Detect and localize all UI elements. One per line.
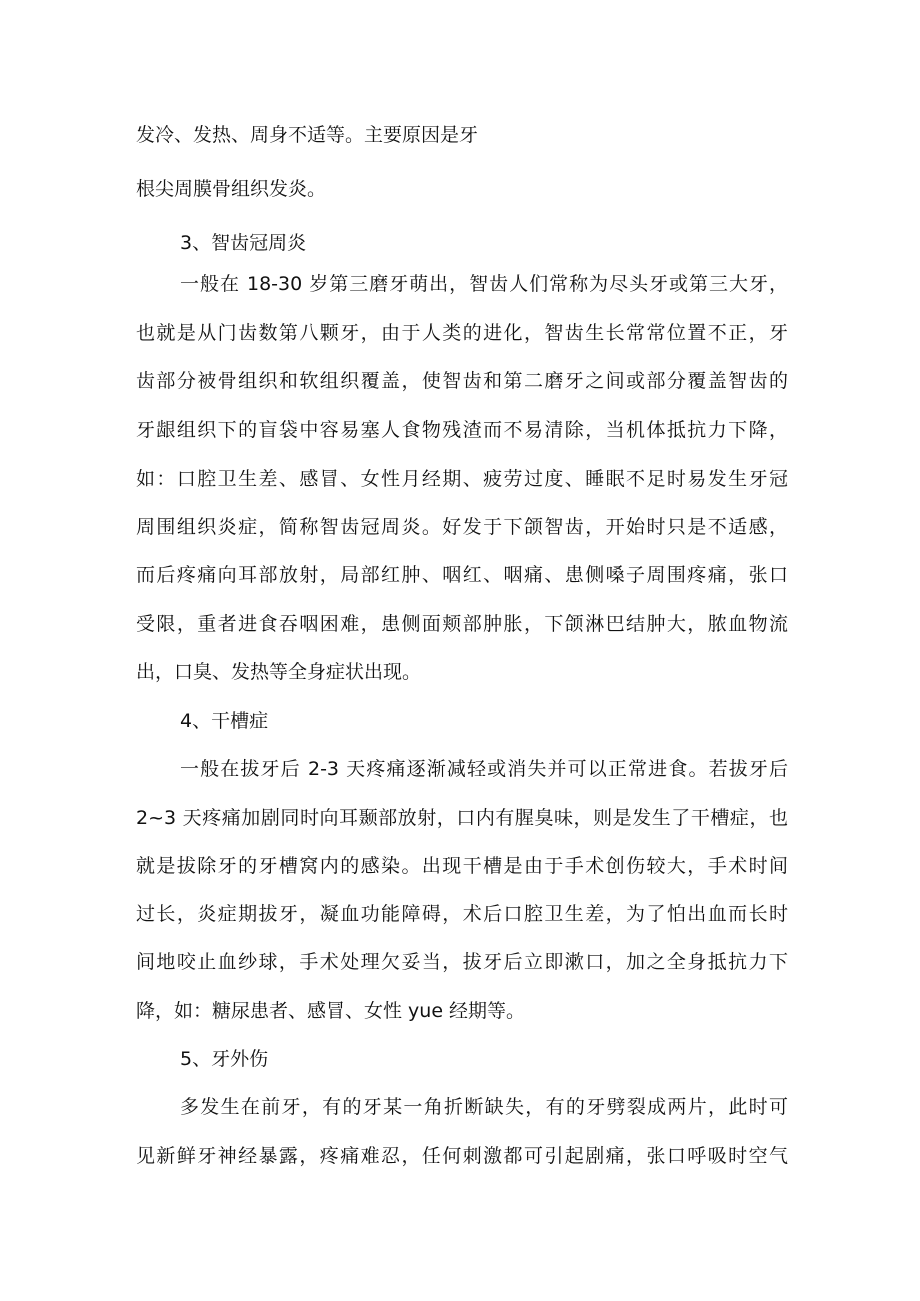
paragraph-line: 就是拔除牙的牙槽窝内的感染。出现干槽是由于手术创伤较大，手术时间 xyxy=(136,855,788,877)
paragraph-line: 一般在 18-30 岁第三磨牙萌出，智齿人们常称为尽头牙或第三大牙， xyxy=(180,273,788,295)
paragraph-line: 多发生在前牙，有的牙某一角折断缺失，有的牙劈裂成两片，此时可 xyxy=(180,1096,788,1118)
paragraph-line: 如：口腔卫生差、感冒、女性月经期、疲劳过度、睡眠不足时易发生牙冠 xyxy=(136,468,788,490)
paragraph-line: 根尖周膜骨组织发炎。 xyxy=(136,178,327,200)
paragraph-line: 牙龈组织下的盲袋中容易塞人食物残渣而不易清除，当机体抵抗力下降， xyxy=(136,419,788,441)
paragraph-line: 也就是从门齿数第八颗牙，由于人类的进化，智齿生长常常位置不正，牙 xyxy=(136,322,788,344)
section-heading: 3、智齿冠周炎 xyxy=(180,232,307,254)
section-heading: 5、牙外伤 xyxy=(180,1048,269,1070)
paragraph-line: 降，如：糖尿患者、感冒、女性 yue 经期等。 xyxy=(136,1000,526,1022)
paragraph-line: 受限，重者进食吞咽困难，患侧面颊部肿胀，下颌淋巴结肿大，脓血物流 xyxy=(136,613,788,635)
paragraph-line: 出，口臭、发热等全身症状出现。 xyxy=(136,661,422,683)
paragraph-line: 发冷、发热、周身不适等。主要原因是牙 xyxy=(136,124,479,146)
paragraph-line: 齿部分被骨组织和软组织覆盖，使智齿和第二磨牙之间或部分覆盖智齿的 xyxy=(136,370,788,392)
paragraph-line: 2~3 天疼痛加剧同时向耳颞部放射，口内有腥臭味，则是发生了干槽症，也 xyxy=(136,807,788,829)
paragraph-line: 周围组织炎症，简称智齿冠周炎。好发于下颌智齿，开始时只是不适感， xyxy=(136,516,788,538)
paragraph-line: 见新鲜牙神经暴露，疼痛难忍，任何刺激都可引起剧痛，张口呼吸时空气 xyxy=(136,1145,788,1167)
paragraph-line: 过长，炎症期拔牙，凝血功能障碍，术后口腔卫生差，为了怕出血而长时 xyxy=(136,903,788,925)
paragraph-line: 间地咬止血纱球，手术处理欠妥当，拔牙后立即漱口，加之全身抵抗力下 xyxy=(136,951,788,973)
paragraph-line: 而后疼痛向耳部放射，局部红肿、咽红、咽痛、患侧嗓子周围疼痛，张口 xyxy=(136,564,788,586)
section-heading: 4、干槽症 xyxy=(180,710,269,732)
paragraph-line: 一般在拔牙后 2-3 天疼痛逐渐减轻或消失并可以正常进食。若拔牙后 xyxy=(180,758,788,780)
